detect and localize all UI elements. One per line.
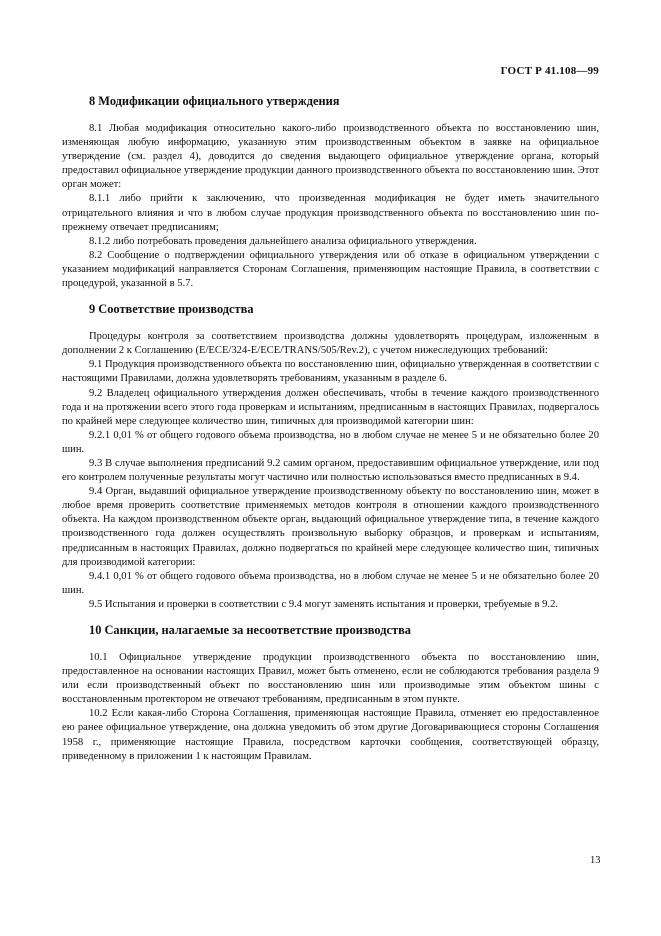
paragraph: Процедуры контроля за соответствием производства должны удовлетворять процедурам, изложенным в дополнении 2 к Соглашению (E/ECE/324-E/ECE/TRANS/505/Rev.2), с учетом нижеследующих требований: [62, 331, 599, 357]
paragraph: 9.4.1 0,01 % от общего годового объема производства, но в любом случае не менее 5 и не обязательно более 20 шин. [62, 570, 599, 596]
section-9 [62, 302, 599, 612]
paragraph: 9.5 Испытания и проверки в соответствии с 9.4 могут заменять испытания и проверки, требуемые в 9.2. [89, 598, 559, 610]
page-number: 13 [590, 855, 601, 866]
paragraph: 9.2.1 0,01 % от общего годового объема производства, но в любом случае не менее 5 и не обязательно более 20 шин. [62, 429, 599, 455]
paragraph: 9.3 В случае выполнения предписаний 9.2 самим органом, предоставившим официальное утверждение, или под его контролем полученные результаты могут частично или полностью использоваться вместо предписанных в 9.4. [62, 457, 599, 484]
document-body [62, 94, 599, 775]
section-heading: 8 Модификации официального утверждения [89, 94, 340, 108]
paragraph: 8.1.1 либо прийти к заключению, что произведенная модификация не будет иметь значительного отрицательного влияния и что в любом случае продукция производственного объекта по восстановлению шин по-прежнему отвечает предписаниям; [62, 193, 599, 233]
paragraph: 9.4 Орган, выдавший официальное утверждение производственному объекту по восстановлению шин, может в любое время проверить соответствие применяемых методов контроля в отношении каждого производственного объекта. На каждом производственном объекте орган, выдающий официальное утверждение типа, в течение каждого производственного года должен осуществлять произвольную выборку образцов, и проверкам и испытаниям, предписанным в настоящих Правилах, должно подвергаться по крайней мере следующее количество шин, типичных для производимой категории: [62, 486, 599, 568]
section-10 [62, 623, 599, 764]
section-heading: 9 Соответствие производства [89, 302, 254, 317]
paragraph: 10.2 Если какая-либо Сторона Соглашения, применяющая настоящие Правила, отменяет ею предоставленное ею ранее официальное утверждение, она должна уведомить об этом другие Договаривающиеся стороны Соглашения 1958 г., применяющие настоящие Правила, посредством карточки сообщения, соответствующей образцу, приведенному в приложении 1 к настоящим Правилам. [62, 708, 599, 762]
paragraph: 8.1 Любая модификация относительно какого-либо производственного объекта по восстановлению шин, изменяющая любую информацию, указанную этим производственным объектом в заявке на официальное утверждение (см. раздел 4), доводится до сведения выдающего официальное утверждение органа, который предоставил официальное утверждение продукции данного производственного объекта по восстановлению шин. Этот орган может: [62, 123, 599, 191]
paragraph: 9.1 Продукция производственного объекта по восстановлению шин, официально утвержденная в соответствии с настоящими Правилами, должна удовлетворять требованиям, указанным в разделе 6. [62, 359, 599, 385]
document-header: ГОСТ Р 41.108—99 [500, 65, 599, 77]
paragraph: 8.2 Сообщение о подтверждении официального утверждения или об отказе в официальном утверждении с указанием модификаций направляется Сторонам Соглашения, применяющим настоящие Правила, в соответствии с процедурой, указанной в 5.7. [62, 249, 599, 290]
section-8 [62, 94, 599, 291]
section-heading: 10 Санкции, налагаемые за несоответствие производства [89, 623, 411, 637]
paragraph: 8.1.2 либо потребовать проведения дальнейшего анализа официального утверждения. [89, 235, 477, 247]
paragraph: 10.1 Официальное утверждение продукции производственного объекта по восстановлению шин, предоставленное на основании настоящих Правил, может быть отменено, если не соблюдаются требования раздела 9 или если производственный объект по восстановлению шин или производимые этим объектом шины с восстановленным протектором не отвечают требованиям, предписанным в этом пункте. [62, 652, 599, 706]
paragraph: 9.2 Владелец официального утверждения должен обеспечивать, чтобы в течение каждого производственного года и на протяжении всего этого года проверкам и испытаниям, предписанным в настоящих Правилах, подвергалось по крайней мере следующее количество шин, типичных для производимой категории шин: [62, 387, 599, 427]
